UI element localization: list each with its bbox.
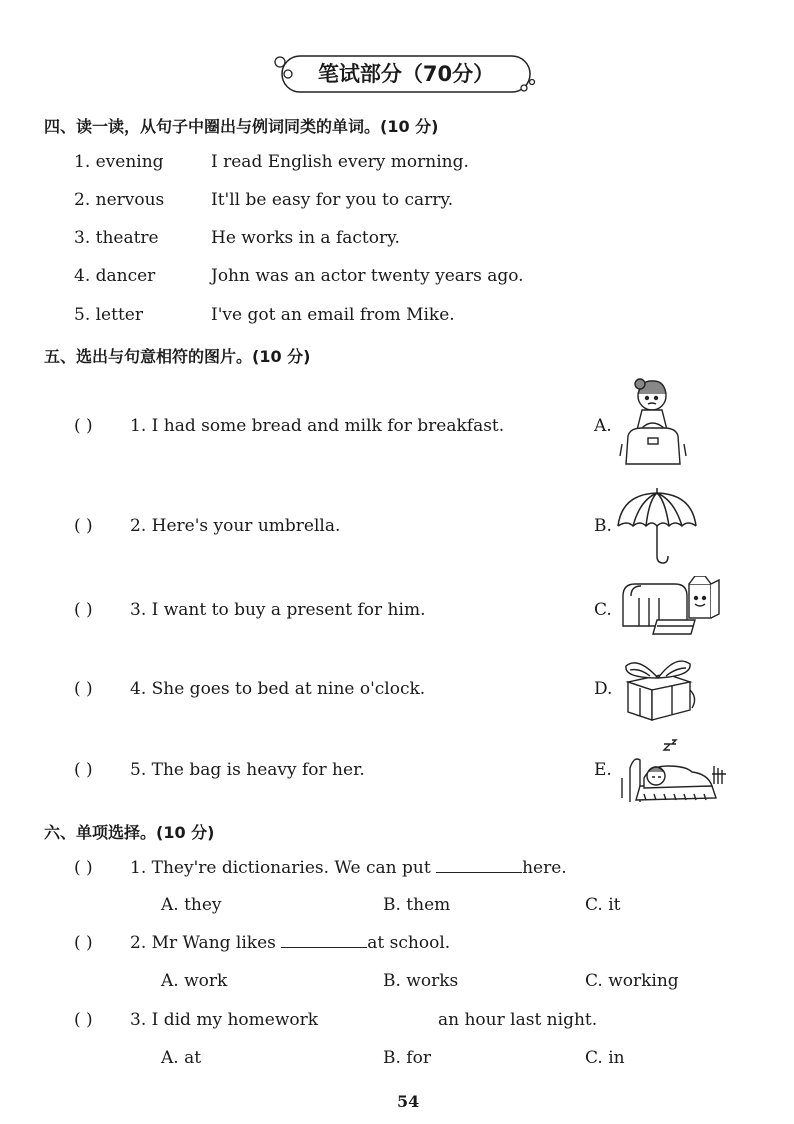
example-word: 3. theatre (74, 228, 159, 248)
question-line (130, 858, 567, 878)
sentence: He works in a factory. (211, 228, 400, 248)
example-word: 1. evening (74, 152, 164, 172)
question-text: 1. They're dictionaries. We can put (130, 858, 431, 878)
question-text-after: here. (522, 858, 567, 878)
example-word: 2. nervous (74, 190, 165, 210)
answer-parentheses[interactable]: ( ) (74, 600, 93, 620)
question-text-after: an hour last night. (438, 1010, 598, 1030)
banner-title: 笔试部分（70分） (317, 62, 495, 86)
example-word: 5. letter (74, 305, 143, 325)
answer-parentheses[interactable]: ( ) (74, 516, 93, 536)
sentence: I've got an email from Mike. (211, 305, 455, 325)
sleeping-child-icon (616, 738, 728, 804)
choice-b[interactable]: B. works (383, 971, 459, 991)
question-text: 5. The bag is heavy for her. (130, 760, 365, 780)
question-text: 2. Mr Wang likes (130, 933, 276, 953)
fill-blank[interactable] (436, 858, 522, 873)
sentence: John was an actor twenty years ago. (211, 266, 524, 286)
option-label: D. (594, 679, 613, 699)
section6-heading: 六、单项选择。(10 分) (44, 823, 215, 842)
fill-blank[interactable] (281, 933, 367, 948)
example-word: 4. dancer (74, 266, 156, 286)
option-label: E. (594, 760, 612, 780)
answer-parentheses[interactable]: ( ) (74, 858, 93, 878)
page-number: 54 (397, 1092, 420, 1111)
answer-parentheses[interactable]: ( ) (74, 679, 93, 699)
choice-b[interactable]: B. them (383, 895, 451, 915)
section-banner (270, 52, 542, 96)
question-text: 3. I did my homework (130, 1010, 319, 1030)
choice-c[interactable]: C. working (585, 971, 679, 991)
bread-and-milk-icon (617, 576, 727, 638)
choice-c[interactable]: C. in (585, 1048, 625, 1068)
option-label: B. (594, 516, 612, 536)
question-text: 1. I had some bread and milk for breakfast. (130, 416, 505, 436)
answer-parentheses[interactable]: ( ) (74, 416, 93, 436)
answer-parentheses[interactable]: ( ) (74, 1010, 93, 1030)
choice-a[interactable]: A. work (161, 971, 228, 991)
question-text-after: at school. (367, 933, 451, 953)
sentence: It'll be easy for you to carry. (211, 190, 454, 210)
question-text: 4. She goes to bed at nine o'clock. (130, 679, 426, 699)
choice-a[interactable]: A. they (161, 895, 222, 915)
section5-heading: 五、选出与句意相符的图片。(10 分) (44, 347, 311, 366)
option-label: C. (594, 600, 612, 620)
question-line (130, 933, 450, 953)
question-text: 3. I want to buy a present for him. (130, 600, 426, 620)
gift-box-icon (620, 654, 700, 722)
choice-a[interactable]: A. at (161, 1048, 202, 1068)
option-label: A. (594, 416, 612, 436)
answer-parentheses[interactable]: ( ) (74, 933, 93, 953)
umbrella-icon (616, 486, 698, 566)
section4-heading: 四、读一读，从句子中圈出与例词同类的单词。(10 分) (44, 117, 439, 136)
sentence: I read English every morning. (211, 152, 469, 172)
choice-c[interactable]: C. it (585, 895, 621, 915)
choice-b[interactable]: B. for (383, 1048, 431, 1068)
answer-parentheses[interactable]: ( ) (74, 760, 93, 780)
girl-with-bag-icon (618, 374, 688, 472)
question-text: 2. Here's your umbrella. (130, 516, 341, 536)
